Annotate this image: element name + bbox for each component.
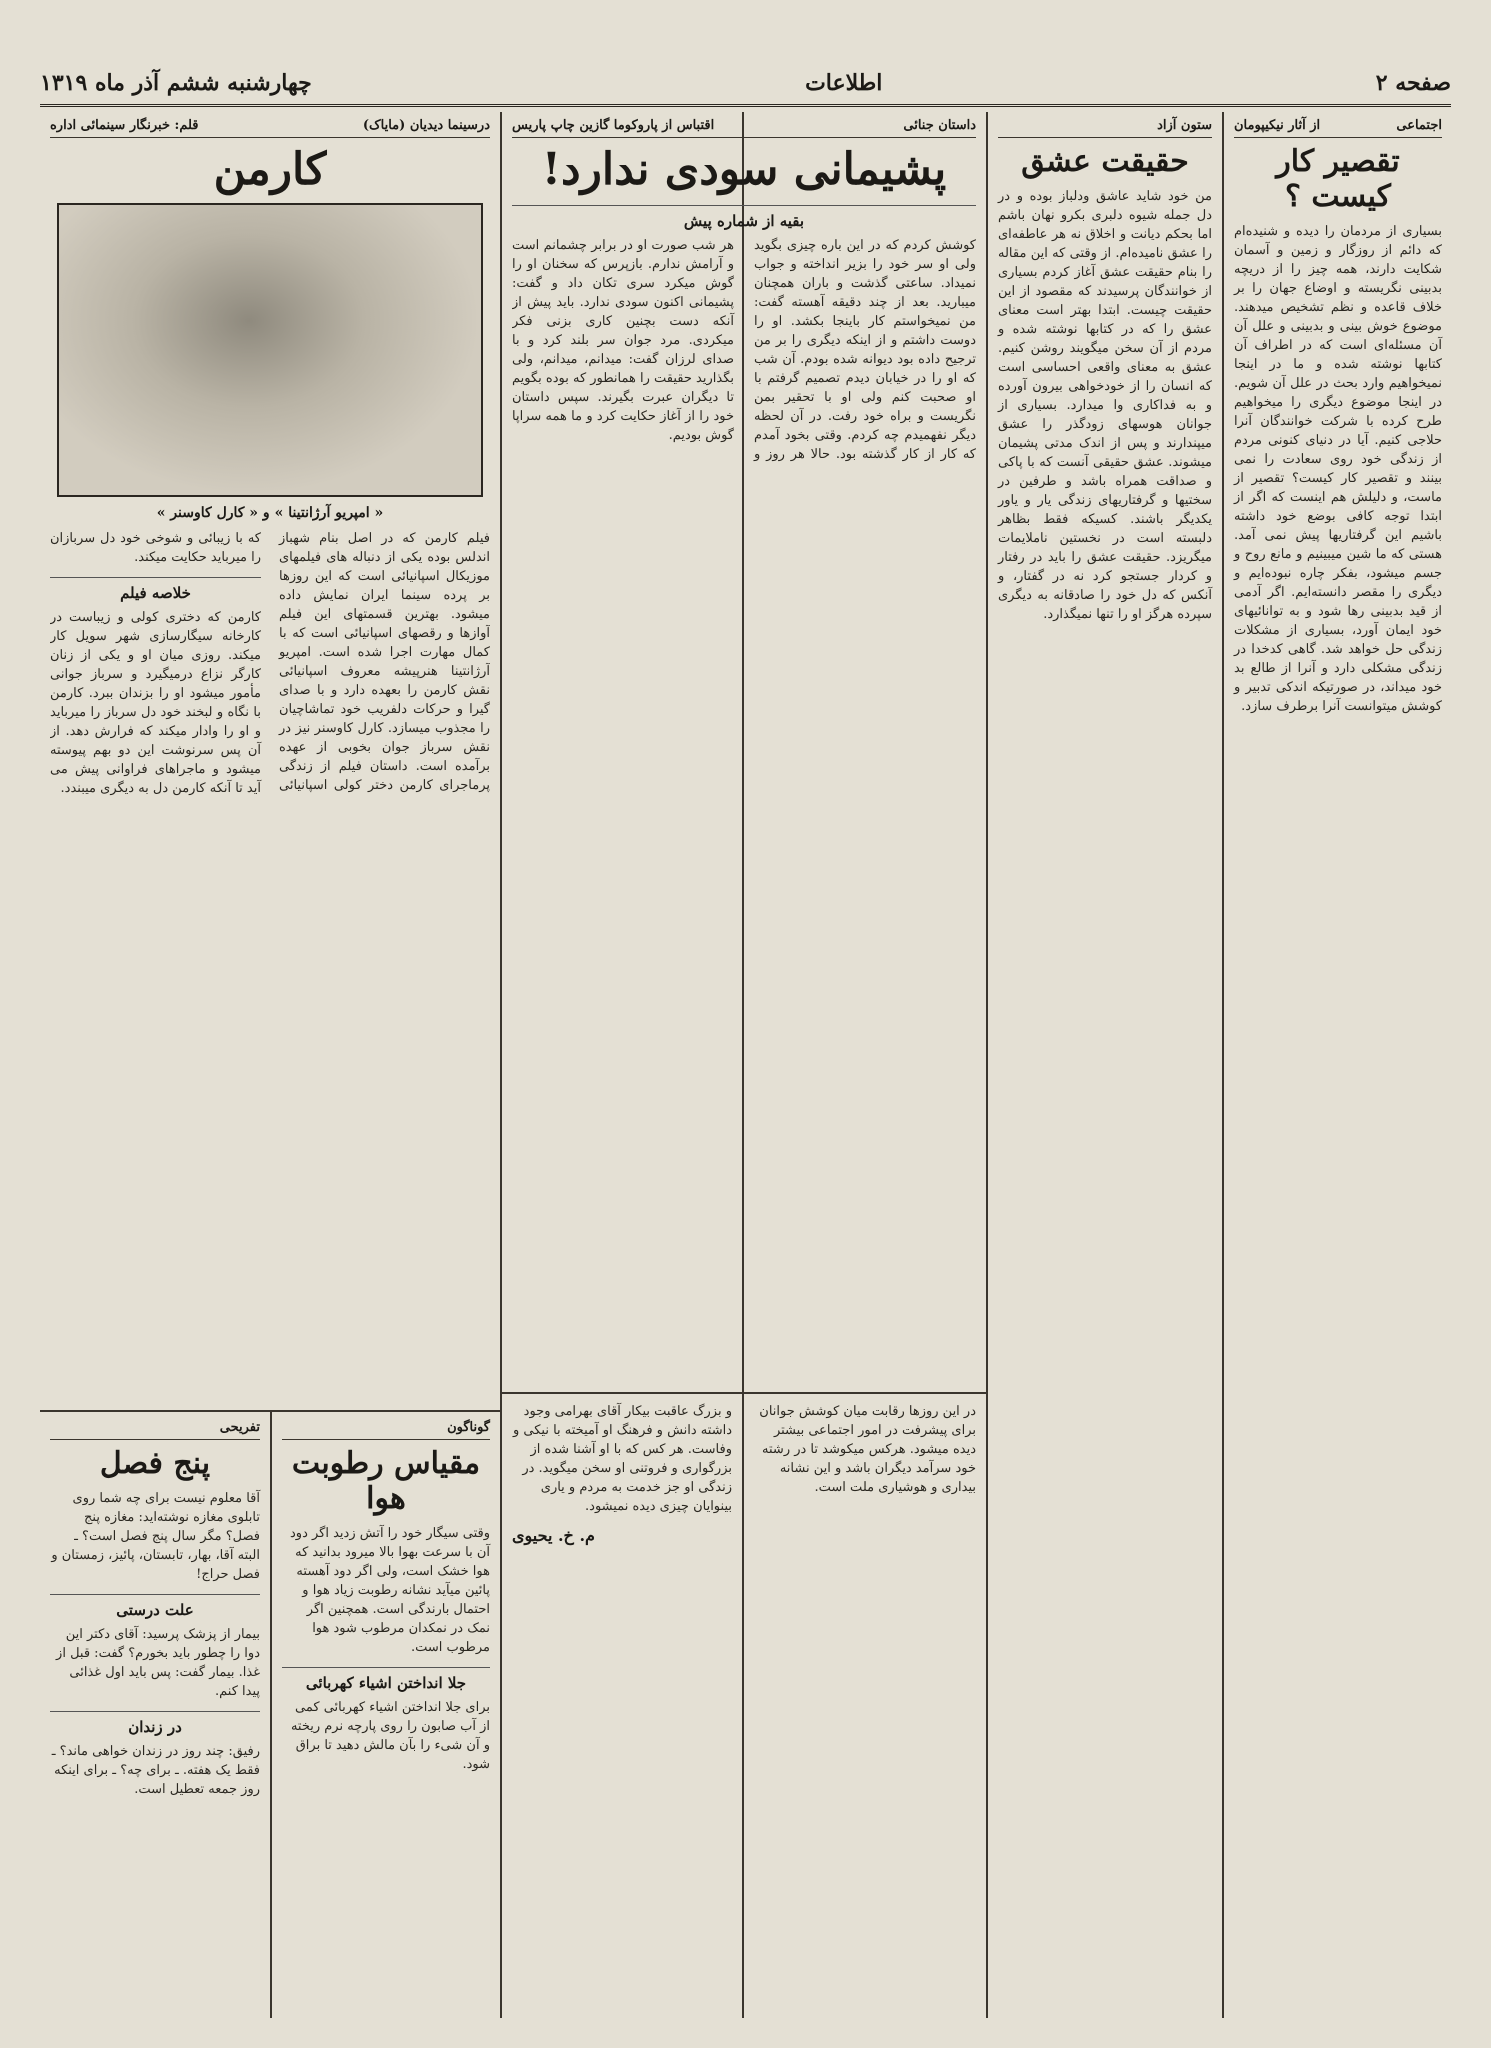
source-label: از آثار نیکیپومان xyxy=(1234,118,1321,133)
page-number: صفحه ۲ xyxy=(1375,70,1451,96)
section-label: گوناگون xyxy=(447,1420,490,1435)
article-body: بسیاری از مردمان را دیده و شنیده‌ام که دائم از روزگار و زمین و آسمان شکایت دارند، همه چیز را از دریچه بدبینی نگریسته و اوضاع جهان را بر خلاف قاعده و نظم تشخیص میدهند. موضوع خوش بینی و بدبینی و علل آن آن مسئله‌ای است که در اطراف آن کتابها نوشته شده و ما در اینجا نمیخواهیم وارد بحث در علل آن شویم. در اینجا موضوع دیگری را میخواهیم طرح کرده با شرکت خوانندگان آنرا حلاجی کنیم. آیا در دنیای کنونی مردم از زندگی خود روی سعادت را نمی بینند و تقصیر کار کیست؟ تقصیر از ماست، و دلیلش هم اینست که اگر از ابتدا توجه کافی بوضع خود داشته باشیم این گرفتاریها پیش نمی آمد. هستی که ما شین میبینیم و مانع روح و جسم میشود، بفکر چاره نبوده‌ایم و دیگری را مقصر دانسته‌ایم. اگر آدمی از قید بدبینی رها شود و به توانائیهای خود ایمان آورد، بسیاری از مشکلات زندگی حل خواهد شد. گاهی کدخدا در زندگی مشکلی دارد و آنرا از طالع بد خود میداند، در صورتیکه اندکی تدبیر و کوشش میتوانست آنرا برطرف سازد. xyxy=(1234,224,1442,714)
column-cinema xyxy=(40,112,500,1410)
source-label: قلم: خبرنگار سینمائی اداره xyxy=(50,118,199,133)
section-label: تفریحی xyxy=(219,1420,260,1435)
article-body: و بزرگ عاقبت بیکار آقای بهرامی وجود داشته دانش و فرهنگ او آمیخته با نیکی و وفاست. هر کس که با او آشنا شده از بزرگواری و فروتنی او سخن میگوید. در زندگی او جز خدمت به مردم و یاری بینوایان چیزی دیده نمیشود. xyxy=(512,1404,732,1514)
section-label: درسینما دیدیان (مایاک) xyxy=(362,118,490,133)
column-free xyxy=(988,112,1222,2018)
column-kicker xyxy=(50,1420,260,1440)
section-label: داستان جنائی xyxy=(903,118,976,133)
article-headline: حقیقت عشق xyxy=(1021,144,1189,179)
column-kicker xyxy=(50,118,490,138)
article-body: بیمار از پزشک پرسید: آقای دکتر این دوا را چطور باید بخورم؟ گفت: قبل از غذا. بیمار گفت: پس باید اول غذائی پیدا کنم. xyxy=(56,1627,260,1699)
film-photo xyxy=(57,203,483,497)
article-body: کوشش کردم که در این باره چیزی بگوید ولی او سر خود را بزیر انداخته و جواب نمیداد. ساعتی گذشت و باران همچنان میبارید. بعد از چند دقیقه آهسته گفت: من نمیخواستم کار باینجا بکشد. او را دوست داشتم و از اینکه دیگری را بر من ترجیح داده بود دیوانه شده بودم. آن شب که او را در خیابان دیدم تصمیم گرفتم با او صحبت کنم ولی او با تحقیر بمن نگریست و براه خود رفت. در آن لحظه دیگر نفهمیدم چه کردم. وقتی بخود آمدم که کار از کار گذشته بود. حالا هر روز و هر شب صورت او در برابر چشمانم است و آرامش ندارم. بازپرس که سخنان او را گوش میکرد سری تکان داد و گفت: پشیمانی اکنون سودی ندارد. باید پیش از آنکه دست بچنین کاری بزنی فکر میکردی. مرد جوان سر بلند کرد و با صدای لرزان گفت: میدانم، میدانم، ولی بگذارید حقیقت را همانطور که بوده بگویم تا دیگران عبرت بگیرند. سپس داستان خود را از آغاز حکایت کرد و ما همه سراپا گوش بودیم. xyxy=(512,238,976,462)
column-kicker xyxy=(282,1420,490,1440)
author-byline: م. خ. یحیوی xyxy=(512,1526,595,1545)
article-body: وقتی سیگار خود را آتش زدید اگر دود آن با سرعت بهوا بالا میرود بدانید که هوا خشک است، ولی اگر دود آهسته پائین میآید نشانه رطوبت زیاد هوا و احتمال بارندگی است. همچنین اگر نمک در نمکدان مرطوب شود هوا مرطوب است. xyxy=(290,1526,490,1655)
section-label: ستون آزاد xyxy=(1157,118,1212,133)
summary-body: کارمن که دختری کولی و زیباست در کارخانه سیگارسازی شهر سویل کار میکند. روزی میان او و یکی از زنان کارگر نزاع درمیگیرد و سرباز جوانی مأمور میشود او را بزندان ببرد. کارمن با نگاه و لبخند خود دل سرباز را میرباید و او را وادار میکند که فرارش دهد. از آن پس سرنوشت این دو بهم پیوسته میشود و ماجراهای فراوانی پیش می آید تا آنکه کارمن دل به دیگری میبندد. xyxy=(50,610,261,796)
box-story-end xyxy=(502,1396,742,2018)
photo-caption: « امپریو آرژانتینا » و « کارل کاوسنر » xyxy=(156,505,384,521)
paper-name: اطلاعات xyxy=(805,70,883,96)
sub-heading: علت درستی xyxy=(50,1594,260,1619)
sub-heading: جلا انداختن اشیاء کهربائی xyxy=(282,1667,490,1692)
article-body: آقا معلوم نیست برای چه شما روی تابلوی مغازه نوشته‌اید: مغازه پنج فصل؟ مگر سال پنج فصل است؟ ـ البته آقا، بهار، تابستان، پائیز، زمستان و فصل حراج! xyxy=(51,1491,260,1582)
section-label: اجتماعی xyxy=(1396,118,1442,133)
cinema-text xyxy=(50,529,490,1329)
continued-label: بقیه از شماره پیش xyxy=(512,205,976,230)
column-kicker xyxy=(1234,118,1442,138)
box-miscellany xyxy=(272,1414,500,2018)
masthead xyxy=(40,62,1451,107)
box-column-end xyxy=(744,1396,986,2018)
source-label: اقتباس از پاروکوما گازین چاپ پاریس xyxy=(512,118,715,133)
article-body: فیلم کارمن که در اصل بنام شهباز اندلس بوده یکی از دنباله های فیلمهای موزیکال اسپانیائی است که این روزها بر پرده سینما ایران نمایش داده میشود. بهترین قسمتهای این فیلم آوازها و رقصهای اسپانیائی است که با کمال مهارت اجرا شده است. امپریو آرژانتینا هنرپیشه معروف اسپانیائی نقش کارمن را بعهده دارد و با صدای گیرا و حرکات دلفریب خود تماشاچیان را مجذوب میسازد. کارل کاوسنر نیز در نقش سرباز جوان بخوبی از عهده برآمده است. داستان فیلم از زندگی پرماجرای کارمن دختر کولی اسپانیائی که با زیبائی و شوخی خود دل سربازان را میرباید حکایت میکند. xyxy=(50,531,490,793)
article-body: برای جلا انداختن اشیاء کهربائی کمی از آب صابون را روی پارچه نرم ریخته و آن شیء را بآن مالش دهید تا براق شود. xyxy=(290,1700,490,1772)
issue-date: چهارشنبه ششم آذر ماه ۱۳۱۹ xyxy=(40,70,312,96)
article-body: رفیق: چند روز در زندان خواهی ماند؟ ـ فقط یک هفته. ـ برای چه؟ ـ برای اینکه روز جمعه تعطیل است. xyxy=(51,1744,260,1797)
column-social xyxy=(1224,112,1452,2018)
sub-heading: در زندان xyxy=(50,1711,260,1736)
article-headline: پنج فصل xyxy=(99,1446,211,1481)
summary-heading: خلاصه فیلم xyxy=(50,577,261,602)
column-kicker xyxy=(998,118,1212,138)
article-headline: کارمن xyxy=(213,144,327,195)
article-headline: مقیاس رطوبت هوا xyxy=(291,1446,481,1516)
article-headline: تقصیر کار کیست ؟ xyxy=(1276,144,1400,214)
article-headline: پشیمانی سودی ندارد! xyxy=(541,144,947,195)
column-crime-story xyxy=(502,112,986,1396)
column-kicker xyxy=(512,118,976,138)
article-body: من خود شاید عاشق ودلباز بوده و در دل جمله شیوه دلبری بکرو نهان باشم اما بحکم دیانت و اخلاق نه هر عاطفه‌ای را عشق نامیده‌ام. از وقتی که این مقاله را بنام حقیقت عشق آغاز کردم بسیاری از خوانندگان پرسیدند که مقصود از این حقیقت چیست. ابتدا بهتر است معنای عشق را که در کتابها نوشته شده و مردم از آن سخن میگویند روشن کنیم. عشق به معنای واقعی احساسی است که انسان را از خودخواهی بیرون آورده و به فداکاری وا میدارد. بسیاری از جوانان هوسهای زودگذر را عشق میپندارند و پس از اندک مدتی پشیمان میشوند. عشق حقیقی آنست که با پاکی و صداقت همراه باشد و طرفین در سختیها و گرفتاریهای زندگی یار و یاور یکدیگر باشند. کسیکه فقط بظاهر دلبسته است در نخستین ناملایمات میگریزد. حقیقت عشق را باید در رفتار و کردار جستجو کرد نه در گفتار، و آنکس که دل خود را صادقانه به دیگری سپرده هرگز او را تنها نمیگذارد. xyxy=(998,189,1212,622)
article-body: در این روزها رقابت میان کوشش جوانان برای پیشرفت در امور اجتماعی بیشتر دیده میشود. هرکس میکوشد تا در رشته خود سرآمد دیگران باشد و این نشانه بیداری و هوشیاری ملت است. xyxy=(759,1404,976,1495)
box-entertainment xyxy=(40,1414,270,2018)
